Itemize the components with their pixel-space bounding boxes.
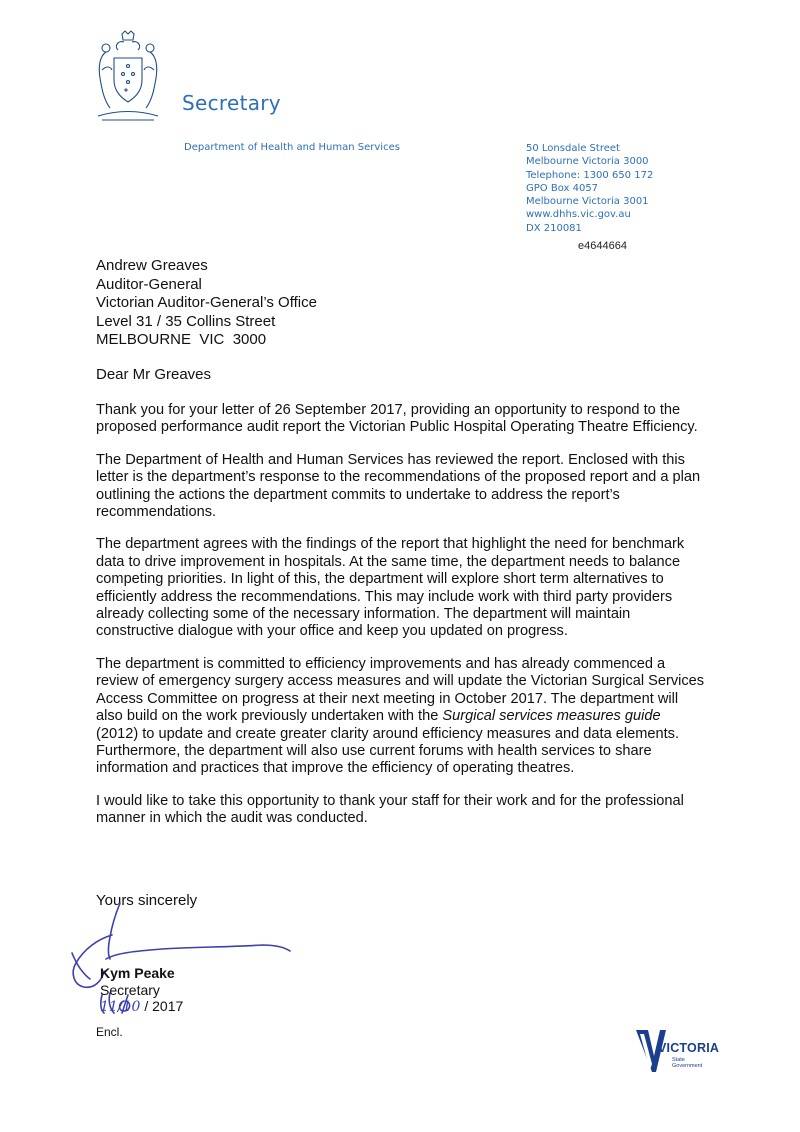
victoria-state-government-logo bbox=[636, 1030, 720, 1074]
recipient-line: Level 31 / 35 Collins Street bbox=[96, 312, 276, 330]
closing: Yours sincerely bbox=[96, 892, 198, 909]
address-line: Telephone: 1300 650 172 bbox=[526, 169, 654, 181]
signer-name: Kym Peake bbox=[100, 965, 175, 981]
address-line: Melbourne Victoria 3001 bbox=[526, 196, 649, 208]
reference-number: e4644664 bbox=[578, 240, 627, 252]
body-paragraph: I would like to take this opportunity to thank your staff for their work and for the professional manner in which the audit was conducted. bbox=[96, 792, 684, 827]
address-line: www.dhhs.vic.gov.au bbox=[526, 209, 631, 221]
recipient-line: Auditor-General bbox=[96, 275, 202, 293]
address-line: GPO Box 4057 bbox=[526, 182, 599, 194]
paragraph-text: The department is committed to efficiency improvements and has already commenced a review of emergency surgery access measures and will update the Victorian Surgical Services Access Committee on progress at their next meeting in October 2017. The department will also build on the work previously undertaken with the bbox=[96, 655, 705, 725]
body-paragraph: Thank you for your letter of 26 September 2017, providing an opportunity to respond to the proposed performance audit report the Victorian Public Hospital Operating Theatre Efficiency. bbox=[96, 402, 698, 436]
body-paragraph: The department agrees with the findings of the report that highlight the need for benchmark data to drive improvement in hospitals. At the same time, the department needs to balance competing priorities. In light of this, the department will explore short term alternatives to efficiently address the recommendations. This may include work with third party providers already collecting some of the necessary information. The department will maintain constructive dialogue with your office and keep you updated on progress. bbox=[96, 536, 685, 640]
signature-date bbox=[100, 998, 183, 1016]
salutation: Dear Mr Greaves bbox=[96, 366, 212, 383]
logo-sub-line: Government bbox=[672, 1063, 703, 1069]
address-line: Melbourne Victoria 3000 bbox=[526, 156, 649, 168]
recipient-line: MELBOURNE VIC 3000 bbox=[96, 331, 267, 349]
address-line: DX 210081 bbox=[526, 222, 582, 234]
sender-address bbox=[526, 142, 653, 235]
signer-title: Secretary bbox=[100, 981, 160, 998]
recipient-address bbox=[96, 257, 317, 350]
victoria-wordmark: VICTORIA bbox=[658, 1041, 720, 1055]
letter-body bbox=[96, 402, 706, 843]
coat-of-arms-crest bbox=[92, 30, 164, 125]
handwritten-date: 11/10 bbox=[100, 999, 141, 1016]
recipient-line: Victorian Auditor-General’s Office bbox=[96, 294, 317, 312]
office-title: Secretary bbox=[182, 91, 281, 115]
body-paragraph bbox=[96, 656, 706, 778]
logo-sub-line: State bbox=[672, 1057, 685, 1063]
state-government-label bbox=[672, 1057, 702, 1069]
guide-title: Surgical services measures guide bbox=[442, 708, 661, 725]
department-name: Department of Health and Human Services bbox=[184, 142, 400, 153]
address-line: 50 Lonsdale Street bbox=[526, 143, 620, 154]
signature-year: / 2017 bbox=[144, 998, 184, 1015]
signature-block bbox=[100, 965, 183, 1016]
enclosure-note: Encl. bbox=[96, 1025, 123, 1039]
paragraph-text: (2012) to update and create greater clarity around efficiency measures and data elements. Furthermore, the department will also use current forums with health services to share information and practices that improve the efficiency of operating theatres. bbox=[96, 725, 680, 777]
recipient-line: Andrew Greaves bbox=[96, 257, 208, 274]
body-paragraph: The Department of Health and Human Services has reviewed the report. Enclosed with this letter is the department’s response to the recommendations of the proposed report and a plan outlining the actions the department commits to undertake to address the report’s recommendations. bbox=[96, 451, 701, 521]
